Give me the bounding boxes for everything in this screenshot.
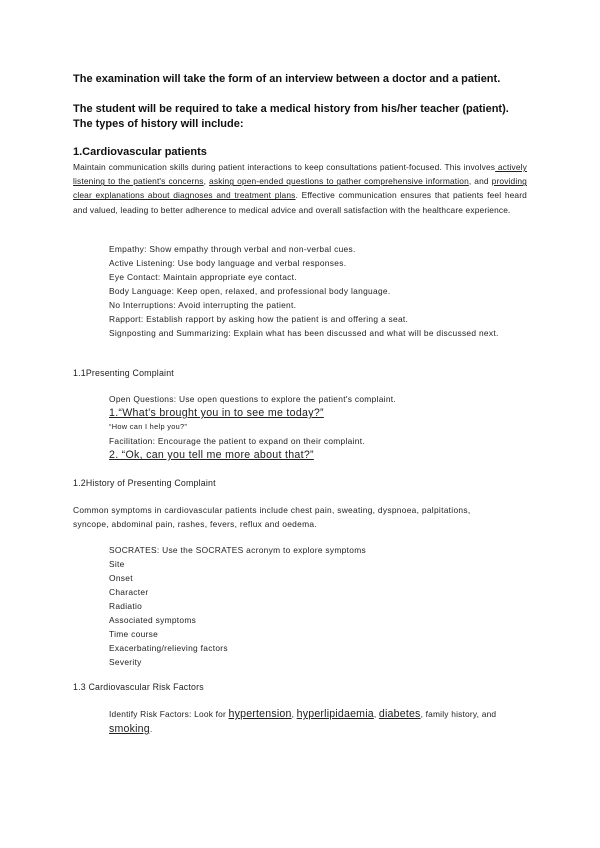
risk-diabetes: diabetes bbox=[378, 708, 421, 720]
facilitation-text: Facilitation: Encourage the patient to expand on their complaint. bbox=[109, 436, 366, 446]
para-underline-listening: actively listening to the patient's concerns bbox=[73, 162, 527, 187]
section-1-1-heading: 1.1Presenting Complaint bbox=[73, 368, 174, 378]
question-1: 1.“What's brought you in to see me today?” bbox=[109, 407, 324, 419]
question-1-alt: “How can I help you?” bbox=[109, 422, 188, 431]
socrates-list bbox=[109, 543, 529, 669]
risk-separator: , bbox=[291, 709, 297, 719]
list-item: Severity bbox=[109, 657, 142, 667]
intro-line-3: The types of history will include: bbox=[73, 118, 244, 130]
communication-paragraph bbox=[73, 160, 527, 217]
list-item: Time course bbox=[109, 629, 159, 639]
section-1-2-heading: 1.2History of Presenting Complaint bbox=[73, 478, 216, 488]
list-item: Active Listening: Use body language and verbal responses. bbox=[109, 258, 347, 268]
para-underline-explanations: providing clear explanations about diagnoses and treatment plans bbox=[73, 176, 527, 201]
para-text-1: Maintain communication skills during patient interactions to keep consultations patient-focused. This involves bbox=[73, 162, 496, 172]
risk-prefix: Identify Risk Factors: Look for bbox=[109, 709, 229, 719]
open-questions-text: Open Questions: Use open questions to explore the patient's complaint. bbox=[109, 394, 397, 404]
risk-factors-text bbox=[109, 707, 509, 737]
risk-hypertension: hypertension bbox=[228, 708, 292, 720]
list-item: Empathy: Show empathy through verbal and non-verbal cues. bbox=[109, 244, 356, 254]
list-item: SOCRATES: Use the SOCRATES acronym to explore symptoms bbox=[109, 545, 366, 555]
symptoms-paragraph: Common symptoms in cardiovascular patients include chest pain, sweating, dyspnoea, palpitations, syncope, abdominal pain, rashes, fevers, reflux and oedema. bbox=[73, 505, 471, 530]
list-item: Body Language: Keep open, relaxed, and professional body language. bbox=[109, 286, 391, 296]
intro-line-2: The student will be required to take a medical history from his/her teacher (patient). bbox=[73, 103, 509, 115]
risk-separator: , bbox=[373, 709, 379, 719]
risk-end: . bbox=[149, 724, 153, 734]
question-2: 2. “Ok, can you tell me more about that?” bbox=[109, 449, 314, 461]
presenting-complaint-list bbox=[109, 392, 529, 462]
list-item: Exacerbating/relieving factors bbox=[109, 643, 228, 653]
para-text-3: , and bbox=[468, 176, 492, 187]
list-item: Radiatio bbox=[109, 601, 143, 611]
list-item: Rapport: Establish rapport by asking how the patient is and offering a seat. bbox=[109, 314, 409, 324]
list-item: Character bbox=[109, 587, 149, 597]
risk-smoking: smoking bbox=[109, 723, 150, 735]
para-underline-questions: asking open-ended questions to gather comprehensive information bbox=[209, 176, 469, 187]
list-item: Onset bbox=[109, 573, 133, 583]
list-item: No Interruptions: Avoid interrupting the patient. bbox=[109, 300, 297, 310]
para-text-2: , bbox=[203, 176, 210, 187]
intro-line-1: The examination will take the form of an interview between a doctor and a patient. bbox=[73, 73, 501, 85]
communication-skills-list bbox=[109, 242, 529, 340]
section-1-heading: 1.Cardiovascular patients bbox=[73, 146, 207, 158]
risk-family-history: , family history, and bbox=[420, 709, 497, 719]
para-text-4: . Effective communication ensures that patients feel heard and valued, leading to better adherence to medical advice and overall satisfaction with the healthcare experience. bbox=[73, 190, 527, 215]
list-item: Signposting and Summarizing: Explain what has been discussed and what will be discussed next. bbox=[109, 328, 499, 338]
list-item: Eye Contact: Maintain appropriate eye contact. bbox=[109, 272, 297, 282]
list-item: Associated symptoms bbox=[109, 615, 197, 625]
risk-hyperlipidaemia: hyperlipidaemia bbox=[296, 708, 374, 720]
section-1-3-heading: 1.3 Cardiovascular Risk Factors bbox=[73, 682, 204, 692]
list-item: Site bbox=[109, 559, 125, 569]
